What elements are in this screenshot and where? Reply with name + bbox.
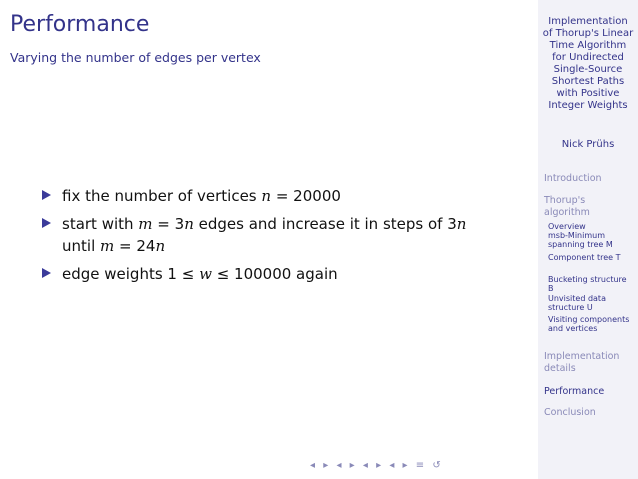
nav-next-slide-icon[interactable]: ▸ xyxy=(349,460,356,471)
nav-toc-icon[interactable]: ≡ xyxy=(415,460,426,471)
sidebar-subsection-bucketing[interactable]: Bucketing structure B xyxy=(548,275,627,293)
nav-next-frame-icon[interactable]: ▸ xyxy=(323,460,330,471)
nav-next-subsection-icon[interactable]: ▸ xyxy=(376,460,383,471)
nav-next-section-icon[interactable]: ▸ xyxy=(402,460,409,471)
sidebar-section-performance[interactable]: Performance xyxy=(544,386,605,397)
navigation-bar xyxy=(310,460,445,471)
nav-search-icon[interactable]: ↺ xyxy=(432,460,442,471)
sidebar-subsection-component-tree[interactable]: Component tree T xyxy=(548,253,621,262)
bullet-triangle-icon xyxy=(42,190,51,200)
sidebar-author: Nick Prühs xyxy=(561,139,615,150)
sidebar xyxy=(538,0,638,479)
sidebar-section-implementation-details[interactable]: Implementation details xyxy=(544,351,620,374)
bullet-list xyxy=(40,185,510,291)
sidebar-subsection-visiting[interactable]: Visiting components and vertices xyxy=(548,315,630,333)
bullet-item: fix the number of vertices n = 20000 xyxy=(40,185,510,207)
nav-prev-subsection-icon[interactable]: ◂ xyxy=(362,460,369,471)
bullet-triangle-icon xyxy=(42,268,51,278)
nav-prev-slide-icon[interactable]: ◂ xyxy=(336,460,343,471)
sidebar-section-conclusion[interactable]: Conclusion xyxy=(544,407,596,418)
frame-title: Performance xyxy=(10,12,150,37)
sidebar-title: Implementation of Thorup's Linear Time Algorithm for Undirected Single-Source Shortest Paths with Positive Integer Weights xyxy=(542,16,634,111)
sidebar-subsection-overview[interactable]: Overview xyxy=(548,222,586,231)
sidebar-section-thorups-algorithm[interactable]: Thorup's algorithm xyxy=(544,195,590,218)
nav-prev-frame-icon[interactable]: ◂ xyxy=(310,460,317,471)
bullet-triangle-icon xyxy=(42,218,51,228)
sidebar-subsection-unvisited[interactable]: Unvisited data structure U xyxy=(548,294,606,312)
sidebar-subsection-msb-tree[interactable]: msb-Minimum spanning tree M xyxy=(548,231,613,249)
frame-subtitle: Varying the number of edges per vertex xyxy=(10,50,261,65)
bullet-item: start with m = 3n edges and increase it in steps of 3n until m = 24n xyxy=(40,213,510,257)
nav-prev-section-icon[interactable]: ◂ xyxy=(389,460,396,471)
sidebar-section-introduction[interactable]: Introduction xyxy=(544,173,602,184)
bullet-item: edge weights 1 ≤ w ≤ 100000 again xyxy=(40,263,510,285)
